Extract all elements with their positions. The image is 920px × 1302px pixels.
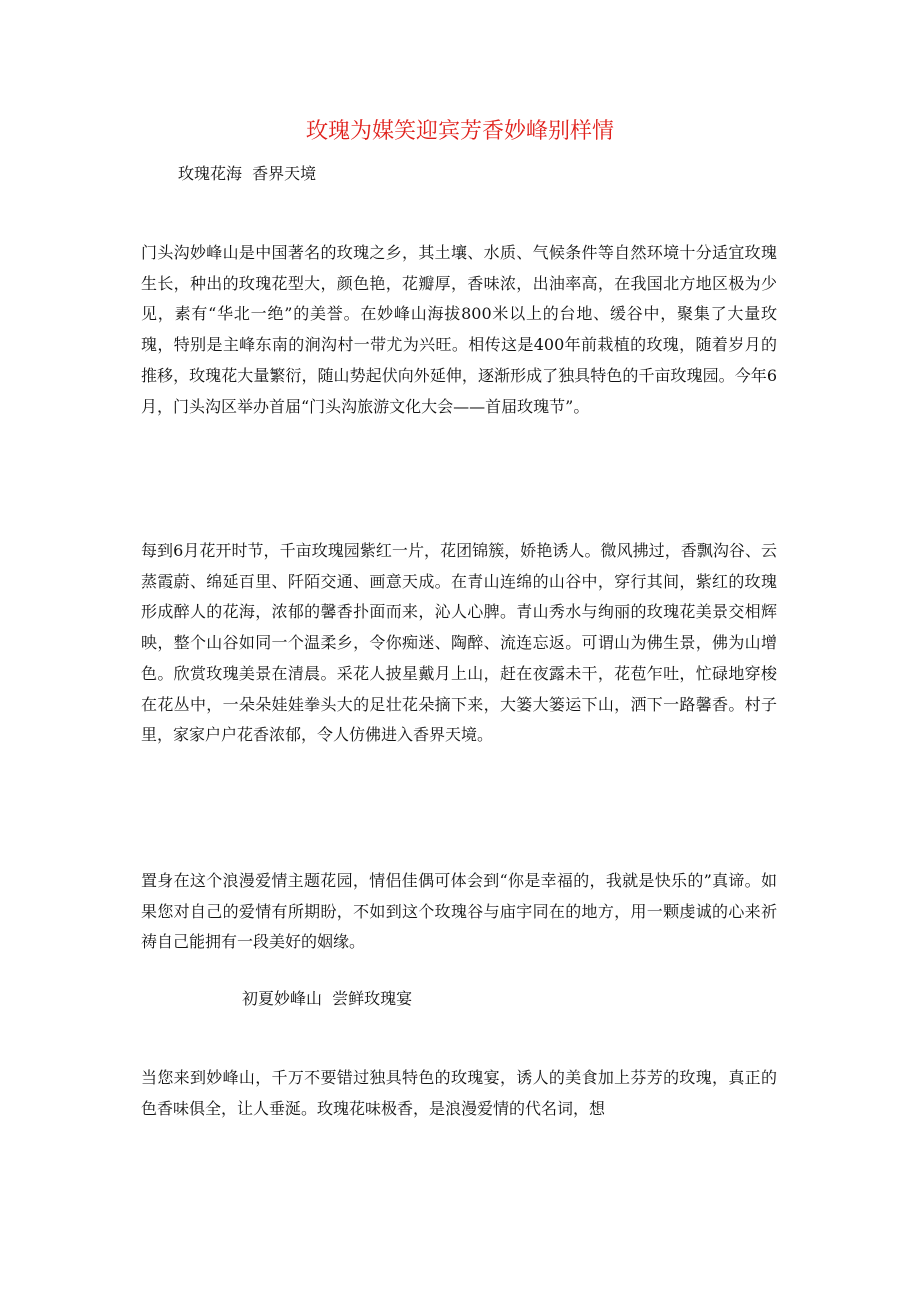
- paragraph-rose-banquet: 当您来到妙峰山，千万不要错过独具特色的玫瑰宴，诱人的美食加上芬芳的玫瑰，真正的色香味俱全，让人垂涎。玫瑰花味极香，是浪漫爱情的代名词，想: [141, 1068, 777, 1118]
- section-heading-rose-feast: 初夏妙峰山 尝鲜玫瑰宴: [242, 989, 413, 1008]
- document-title: 玫瑰为媒笑迎宾芳香妙峰别样情: [305, 119, 614, 144]
- paragraph-romance-garden: 置身在这个浪漫爱情主题花园，情侣佳偶可体会到“你是幸福的，我就是快乐的”真谛。如果您对自己的爱情有所期盼，不如到这个玫瑰谷与庙宇同在的地方，用一颗虔诚的心来祈祷自己能拥有一段美好的姻缘。: [141, 871, 777, 952]
- section-heading-rose-sea: 玫瑰花海 香界天境: [178, 164, 317, 183]
- paragraph-bloom-season: 每到6月花开时节，千亩玫瑰园紫红一片，花团锦簇，娇艳诱人。微风拂过，香飘沟谷、云蒸霞蔚、绵延百里、阡陌交通、画意天成。在青山连绵的山谷中，穿行其间，紫红的玫瑰形成醉人的花海，浓郁的馨香扑面而来，沁人心脾。青山秀水与绚丽的玫瑰花美景交相辉映，整个山谷如同一个温柔乡，令你痴迷、陶醉、流连忘返。可谓山为佛生景，佛为山增色。欣赏玫瑰美景在清晨。采花人披星戴月上山，赶在夜露未干，花苞乍吐，忙碌地穿梭在花丛中，一朵朵娃娃拳头大的足壮花朵摘下来，大篓大篓运下山，洒下一路馨香。村子里，家家户户花香浓郁，令人仿佛进入香界天境。: [141, 541, 777, 745]
- paragraph-intro: 门头沟妙峰山是中国著名的玫瑰之乡，其土壤、水质、气候条件等自然环境十分适宜玫瑰生长，种出的玫瑰花型大，颜色艳，花瓣厚，香味浓，出油率高，在我国北方地区极为少见，素有“华北一绝”的美誉。在妙峰山海拔800米以上的台地、缓谷中，聚集了大量玫瑰，特别是主峰东南的涧沟村一带尤为兴旺。相传这是400年前栽植的玫瑰，随着岁月的推移，玫瑰花大量繁衍，随山势起伏向外延伸，逐渐形成了独具特色的千亩玫瑰园。今年6月，门头沟区举办首届“门头沟旅游文化大会——首届玫瑰节”。: [141, 243, 777, 416]
